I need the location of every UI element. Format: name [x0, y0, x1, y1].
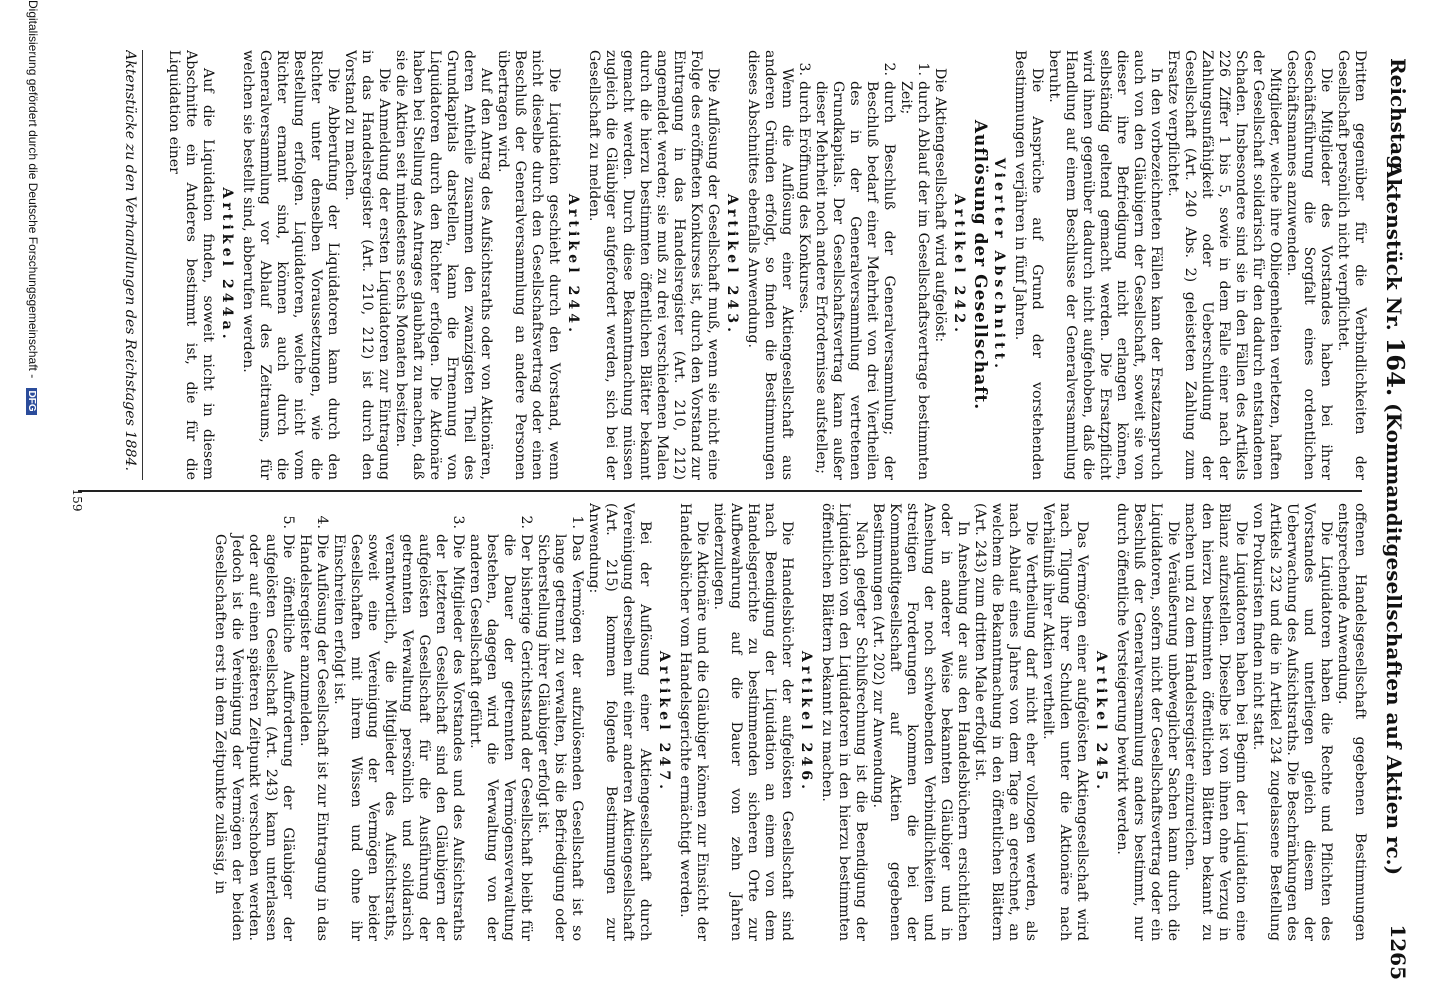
article-heading: Vierter Abschnitt.: [991, 157, 1007, 373]
paragraph: Das Vermögen einer aufgelösten Aktiengesellschaft wird nach Tilgung ihrer Schulden unter die Aktionäre nach Verhältniß ihrer Aktien vertheilt.: [1040, 503, 1090, 941]
list-item-number: 3.: [796, 62, 812, 76]
list-item-text: Die Auflösung der Gesellschaft ist zur Eintragung in das Handelsregister anzumelden.: [297, 534, 330, 941]
paragraph: Die Aktionäre und die Gläubiger können zur Einsicht der Handelsbücher vom Handelsgerichte ermächtigt werden.: [677, 503, 710, 941]
paragraph: Die Handelsbücher der aufgelösten Gesellschaft sind nach Beendigung der Liquidation an einem von dem Handelsgerichte zu bestimmenden sicheren Orte zur Aufbewahrung auf die Dauer von zehn Jahren niederzulegen.: [711, 503, 795, 941]
list-item-text: Die Mitglieder des Vorstandes und des Aufsichtsraths der letzteren Gesellschaft sind den Gläubigern der aufgelösten Gesellschaft für die Ausführung der getrennten Verwaltung persönlich und solidarisch verantwortlich, die Mitglieder des Aufsichtsraths, soweit eine Vereinigung der Vermögen beider Gesellschaften mit ihrem Wissen und ohne ihr Einschreiten erfolgt ist.: [331, 534, 466, 941]
header-center-right: (Kommanditgesellschaften auf Aktien rc.): [1382, 403, 1406, 876]
paragraph: Die Liquidatoren haben bei Beginn der Liquidation eine Bilanz aufzustellen. Dieselbe ist von ihnen ohne Verzug in den hierzu bestimmten öffentlichen Blättern bekannt zu machen und zu dem Handelsregister einzureichen.: [1182, 503, 1249, 941]
page-header: [1376, 58, 1410, 980]
list-item: [211, 503, 296, 941]
paragraph: In Ansehung der aus den Handelsbüchern ersichtlichen oder in anderer Weise bekannten Gläubiger und in Ansehung der noch schwebenden Verbindlichkeiten und streitigen Forderungen kommen die bei der Kommanditgesellschaft auf Aktien gegebenen Bestimmungen (Art. 202) zur Anwendung.: [870, 503, 971, 941]
article-heading: Artikel 242.: [951, 193, 967, 337]
paragraph: Die Aktiengesellschaft wird aufgelöst:: [932, 68, 948, 343]
section-title: Auflösung der Gesellschaft.: [970, 119, 990, 411]
column-divider: [78, 490, 1362, 492]
paragraph: Auf die Liquidation finden, soweit nicht in diesem Abschnitte ein Anderes bestimmt ist, die für die Liquidation einer: [166, 50, 216, 480]
list-item: [330, 503, 466, 941]
paragraph: Die Abberufung der Liquidatoren kann durch den Richter unter denselben Voraussetzungen, wie die Bestellung erfolgen. Liquidatoren, welche nicht vom Richter ernannt sind, können auch durch die Generalversammlung vor Ablauf des Zeitraums, für welchen sie bestellt sind, abberufen werden.: [240, 50, 341, 480]
list-item-number: 1.: [915, 62, 931, 76]
list-item-number: 3.: [450, 515, 466, 529]
paragraph: Bei der Auflösung einer Aktiengesellschaft durch Vereinigung derselben mit einer anderen Aktiengesellschaft (Art. 215) kommen folgende Bestimmungen zur Anwendung:: [586, 503, 653, 941]
list-item-text: durch Ablauf der im Gesellschaftsvertrage bestimmten Zeit;: [898, 81, 931, 480]
article-heading: Artikel 243.: [724, 193, 740, 337]
list-item-number: 4.: [314, 515, 330, 529]
header-center-number: 164.: [1381, 337, 1410, 397]
header-page-number: 1265: [1386, 924, 1410, 980]
digitization-notice: [26, 0, 40, 415]
list-item-text: Die öffentliche Aufforderung der Gläubiger der aufgelösten Gesellschaft (Art. 243) kann unterlassen oder auf einen späteren Zeitpunkt verschoben werden. Jedoch ist die Vereinigung der Vermögen der beiden Gesellschaften erst in dem Zeitpunkte zulässig, in: [212, 534, 296, 941]
paragraph: Die Anmeldung der ersten Liquidatoren zur Eintragung in das Handelsregister (Art. 210, 212) ist durch den Vorstand zu machen.: [342, 50, 392, 480]
list-item-number: 5.: [280, 515, 296, 529]
list-item-number: 1.: [569, 515, 585, 529]
article-heading: Artikel 245.: [1093, 650, 1109, 794]
paragraph: Die Liquidation geschieht durch den Vorstand, wenn nicht dieselbe durch den Gesellschaftsvertrag oder einen Beschluß der Generalversammlung an andere Personen übertragen wird.: [495, 50, 562, 480]
article-heading: Artikel 247.: [656, 650, 672, 794]
right-column: [80, 503, 1368, 941]
header-center: [1381, 58, 1410, 980]
left-column: [80, 50, 1368, 480]
list-item: [296, 503, 330, 941]
list-item-text: Das Vermögen der aufzulösenden Gesellschaft ist so lange getrennt zu verwalten, bis die Befriedigung oder Sicherstellung ihrer Gläubiger erfolgt ist.: [535, 534, 585, 941]
article-heading: Artikel 246.: [798, 650, 814, 794]
paragraph: In den vorbezeichneten Fällen kann der Ersatzanspruch auch von den Gläubigern der Gesellschaft, soweit sie von dieser ihre Befriedigung nicht erlangen können, selbständig geltend gemacht werden. Die Ersatzpflicht wird ihnen gegenüber dadurch nicht aufgehoben, daß die Handlung auf einem Beschlusse der Generalversammlung beruht.: [1046, 50, 1164, 480]
paragraph: Dritten gegenüber für die Verbindlichkeiten der Gesellschaft persönlich nicht verpflichtet.: [1335, 50, 1368, 480]
paragraph: Nach gelegter Schlußrechnung ist die Beendigung der Liquidation von den Liquidatoren in den hierzu bestimmten öffentlichen Blättern bekannt zu machen.: [819, 503, 869, 941]
dfg-logo: DFG: [26, 388, 37, 415]
header-center-prefix: Aktenstück Nr.: [1382, 162, 1406, 331]
footer-note: Aktenstücke zu den Verhandlungen des Reichstages 1884.: [121, 50, 143, 480]
list-item-number: 2.: [518, 515, 534, 529]
article-heading: Artikel 244.: [565, 193, 581, 337]
list-item: [795, 50, 812, 480]
article-heading: Artikel 244a.: [219, 187, 235, 343]
paragraph: Die Ansprüche auf Grund der vorstehenden Bestimmungen verjähren in fünf Jahren.: [1012, 50, 1045, 480]
paragraph: Wenn die Auflösung einer Aktiengesellschaft aus anderen Gründen erfolgt, so finden die Bestimmungen dieses Abschnittes ebenfalls Anwendung.: [745, 50, 795, 480]
header-left: Reichstag.: [1386, 58, 1410, 177]
digitization-text: Digitalisierung gefördert durch die Deutsche Forschungsgemeinschaft -: [26, 0, 40, 379]
list-item-text: durch Beschluß der Generalversammlung; der Beschluß bedarf einer Mehrheit von drei Viertheilen des in der Generalversammlung vertretenen Grundkapitals. Der Gesellschaftsvertrag kann außer dieser Mehrheit noch andere Erfordernisse aufstellen;: [813, 81, 897, 480]
paragraph: Mitglieder, welche ihre Obliegenheiten verletzen, haften der Gesellschaft solidarisch für den dadurch entstandenen Schaden. Insbesondere sind sie in den Fällen des Artikels 226 Ziffer 1 bis 5, sowie in dem Falle einer nach der Zahlungsunfähigkeit oder Ueberschuldung der Gesellschaft (Art. 240 Abs. 2) geleisteten Zahlung zum Ersatze verpflichtet.: [1165, 50, 1283, 480]
list-item: [897, 50, 931, 480]
page-marker: 159: [70, 488, 84, 512]
list-item-text: durch Eröffnung des Konkurses.: [796, 81, 812, 314]
list-item-number: 2.: [881, 62, 897, 76]
paragraph: offenen Handelsgesellschaft gegebenen Bestimmungen entsprechende Anwendung.: [1335, 503, 1368, 941]
paragraph: Die Auflösung der Gesellschaft muß, wenn sie nicht eine Folge des eröffneten Konkurses ist, durch den Vorstand zur Eintragung in das Handelsregister (Art. 210, 212) angemeldet werden; sie muß zu drei verschiedenen Malen durch die hierzu bestimmten öffentlichen Blätter bekannt gemacht werden. Durch diese Bekanntmachung müssen zugleich die Gläubiger aufgefordert werden, sich bei der Gesellschaft zu melden.: [586, 50, 721, 480]
list-item: [534, 503, 585, 941]
paragraph: Die Liquidatoren haben die Rechte und Pflichten des Vorstandes und unterliegen gleich diesem der Ueberwachung des Aufsichtsraths. Die Beschränkungen des Artikels 232 und die in Artikel 234 zugelassene Bestellung von Prokuristen finden nicht statt.: [1250, 503, 1334, 941]
list-item: [812, 50, 897, 480]
paragraph: Die Vertheilung darf nicht eher vollzogen werden, als nach Ablauf eines Jahres von dem Tage an gerechnet, an welchem die Bekanntmachung in den öffentlichen Blättern (Art. 243) zum dritten Male erfolgt ist.: [972, 503, 1039, 941]
paragraph: Auf den Antrag des Aufsichtsraths oder von Aktionären, deren Antheile zusammen den zwanzigsten Theil des Grundkapitals darstellen, kann die Ernennung von Liquidatoren durch den Richter erfolgen. Die Aktionäre haben bei Stellung des Antrages glaubhaft zu machen, daß sie die Aktien seit mindestens sechs Monaten besitzen.: [393, 50, 494, 480]
paragraph: Die Veräußerung unbeweglicher Sachen kann durch die Liquidatoren, sofern nicht der Gesellschaftsvertrag oder ein Beschluß der Generalversammlung anders bestimmt, nur durch öffentliche Versteigerung bewirkt werden.: [1114, 503, 1181, 941]
list-item-text: Der bisherige Gerichtsstand der Gesellschaft bleibt für die Dauer der getrennten Vermögensverwaltung bestehen, dagegen wird die Verwaltung von der anderen Gesellschaft geführt.: [467, 534, 534, 941]
list-item: [466, 503, 534, 941]
paragraph: Die Mitglieder des Vorstandes haben bei ihrer Geschäftsführung die Sorgfalt eines ordentlichen Geschäftsmannes anzuwenden.: [1284, 50, 1334, 480]
